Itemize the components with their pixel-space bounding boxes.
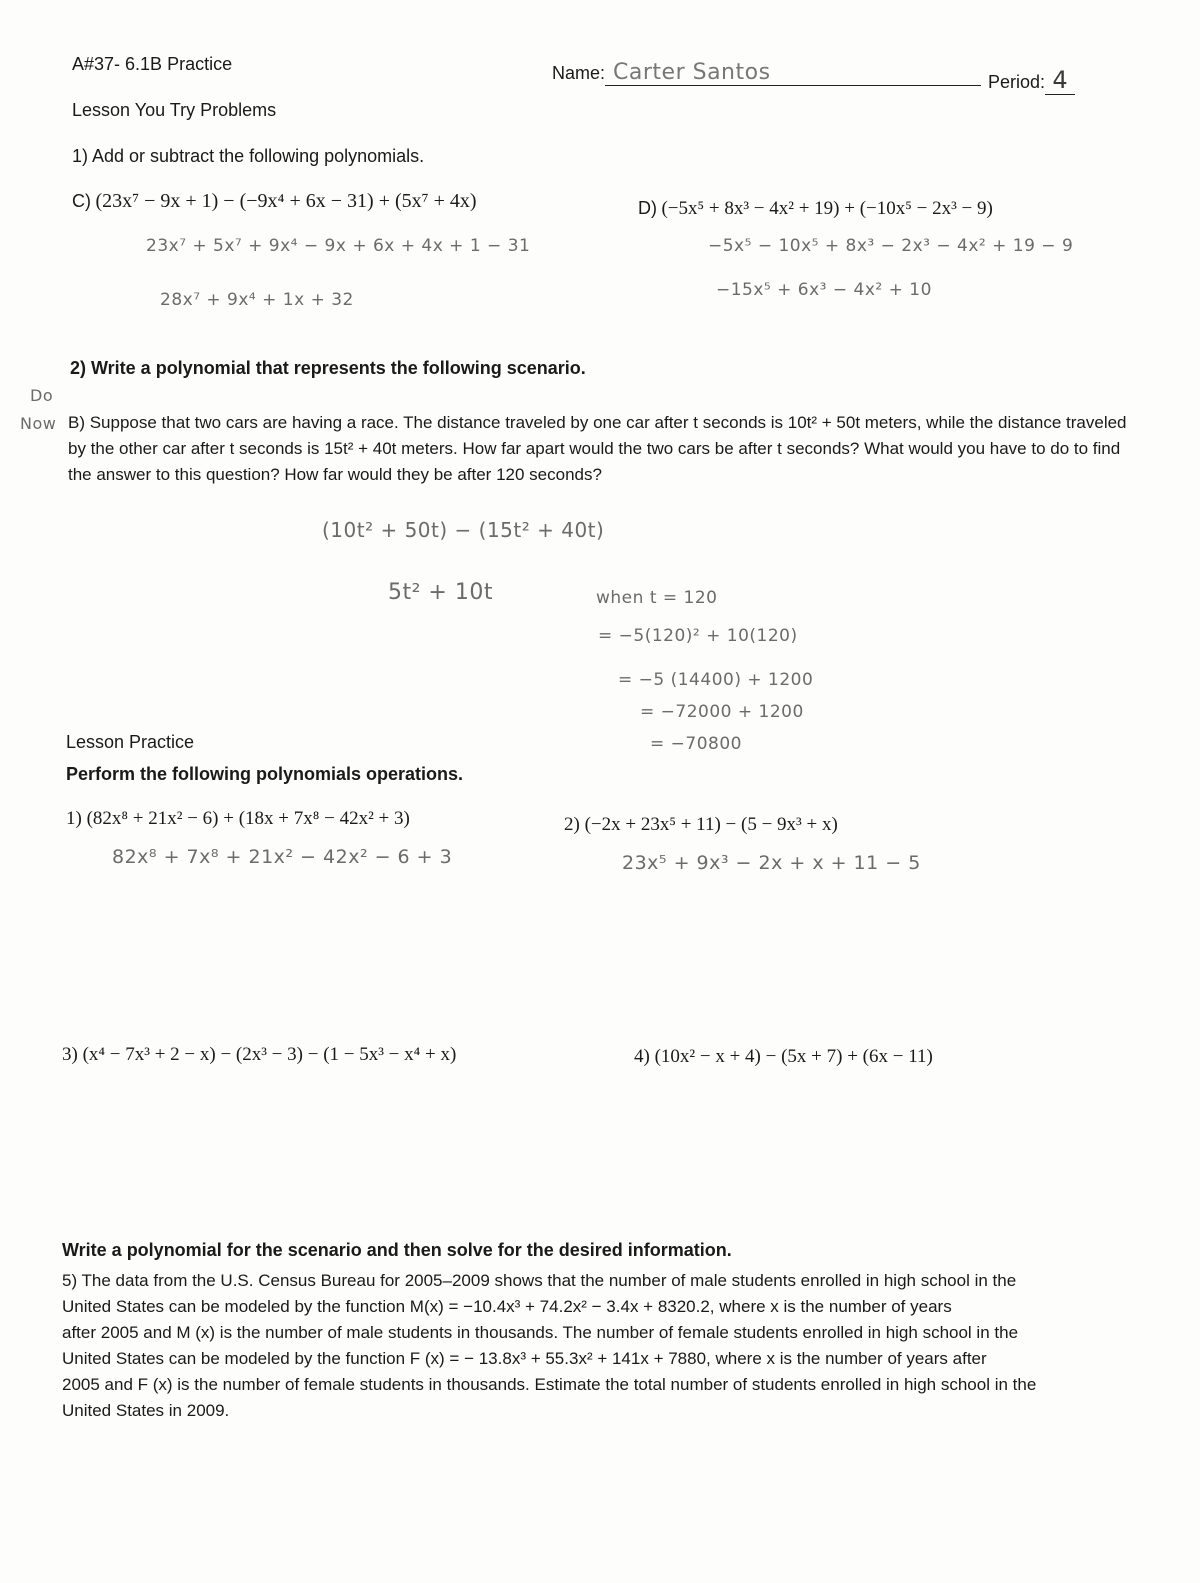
q2-scenario: B) Suppose that two cars are having a race. The distance traveled by one car after t seconds is 10t² + 50t meters, while the distance traveled by the other car after t seconds is 15t² + 40t meters. How far apart would the two cars be after t seconds? What would you have to do to find the answer to this question? How far would they be after 120 seconds? xyxy=(68,413,1127,484)
name-value: Carter Santos xyxy=(605,60,981,86)
q5-line-3: after 2005 and M (x) is the number of male students in thousands. The number of female students enrolled in high school in the xyxy=(62,1323,1019,1342)
q1c-work-line-2: 28x⁷ + 9x⁴ + 1x + 32 xyxy=(160,290,354,310)
q2-when-line-5: = −70800 xyxy=(650,734,742,754)
practice-instructions: Perform the following polynomials operations. xyxy=(66,764,464,784)
practice-title: Lesson Practice xyxy=(66,732,195,752)
q5-line-6: United States in 2009. xyxy=(62,1401,230,1420)
practice-problem-2: 2) (−2x + 23x⁵ + 11) − (5 − 9x³ + x) xyxy=(564,814,838,835)
q2-when-line-1: when t = 120 xyxy=(596,588,718,608)
margin-note-now: Now xyxy=(20,414,57,433)
period-value: 4 xyxy=(1045,66,1075,95)
section-heading: Lesson You Try Problems xyxy=(72,100,277,120)
q2-when-line-4: = −72000 + 1200 xyxy=(640,702,804,722)
q2-when-line-3: = −5 (14400) + 1200 xyxy=(618,670,814,690)
practice-problem-2-work: 23x⁵ + 9x³ − 2x + x + 11 − 5 xyxy=(622,852,921,874)
practice-problem-3: 3) (x⁴ − 7x³ + 2 − x) − (2x³ − 3) − (1 − 5x³ − x⁴ + x) xyxy=(62,1044,457,1065)
q1d-work-line-1: −5x⁵ − 10x⁵ + 8x³ − 2x³ − 4x² + 19 − 9 xyxy=(708,236,1074,256)
q1d-expression: (−5x⁵ + 8x³ − 4x² + 19) + (−10x⁵ − 2x³ − 9) xyxy=(661,198,993,219)
q5-title: Write a polynomial for the scenario and then solve for the desired information. xyxy=(62,1240,732,1260)
q1c-work-line-1: 23x⁷ + 5x⁷ + 9x⁴ − 9x + 6x + 4x + 1 − 31 xyxy=(146,236,531,256)
margin-note-do: Do xyxy=(30,386,54,405)
name-label: Name: xyxy=(552,63,606,83)
q1-title: 1) Add or subtract the following polynomials. xyxy=(72,146,425,166)
q2-work-line-2: 5t² + 10t xyxy=(388,580,493,605)
q1d-label: D) xyxy=(638,198,657,218)
q5-line-5: 2005 and F (x) is the number of female students in thousands. Estimate the total number of students enrolled in high school in the xyxy=(62,1375,1037,1394)
q5-line-2: United States can be modeled by the function M(x) = −10.4x³ + 74.2x² − 3.4x + 8320.2, where x is the number of years xyxy=(62,1297,952,1316)
q1c-expression: (23x⁷ − 9x + 1) − (−9x⁴ + 6x − 31) + (5x⁷ + 4x) xyxy=(95,190,477,212)
q2-work-line-1: (10t² + 50t) − (15t² + 40t) xyxy=(322,518,605,542)
period-field xyxy=(988,66,1075,95)
q5-line-4: United States can be modeled by the function F (x) = − 13.8x³ + 55.3x² + 141x + 7880, where x is the number of years after xyxy=(62,1349,987,1368)
q5-line-1: 5) The data from the U.S. Census Bureau for 2005–2009 shows that the number of male students enrolled in high school in the xyxy=(62,1271,1017,1290)
q1d-problem xyxy=(638,198,993,220)
q2-title: 2) Write a polynomial that represents the following scenario. xyxy=(70,358,586,378)
practice-problem-1-work: 82x⁸ + 7x⁸ + 21x² − 42x² − 6 + 3 xyxy=(112,846,453,868)
name-field xyxy=(552,60,981,86)
q1c-problem xyxy=(72,190,477,213)
practice-problem-4: 4) (10x² − x + 4) − (5x + 7) + (6x − 11) xyxy=(634,1046,933,1067)
practice-problem-1: 1) (82x⁸ + 21x² − 6) + (18x + 7x⁸ − 42x² + 3) xyxy=(66,808,410,829)
period-label: Period: xyxy=(988,72,1046,92)
assignment-title: A#37- 6.1B Practice xyxy=(72,54,233,74)
q1c-label: C) xyxy=(72,191,91,211)
q1d-work-line-2: −15x⁵ + 6x³ − 4x² + 10 xyxy=(716,280,932,300)
q2-when-line-2: = −5(120)² + 10(120) xyxy=(598,626,798,646)
